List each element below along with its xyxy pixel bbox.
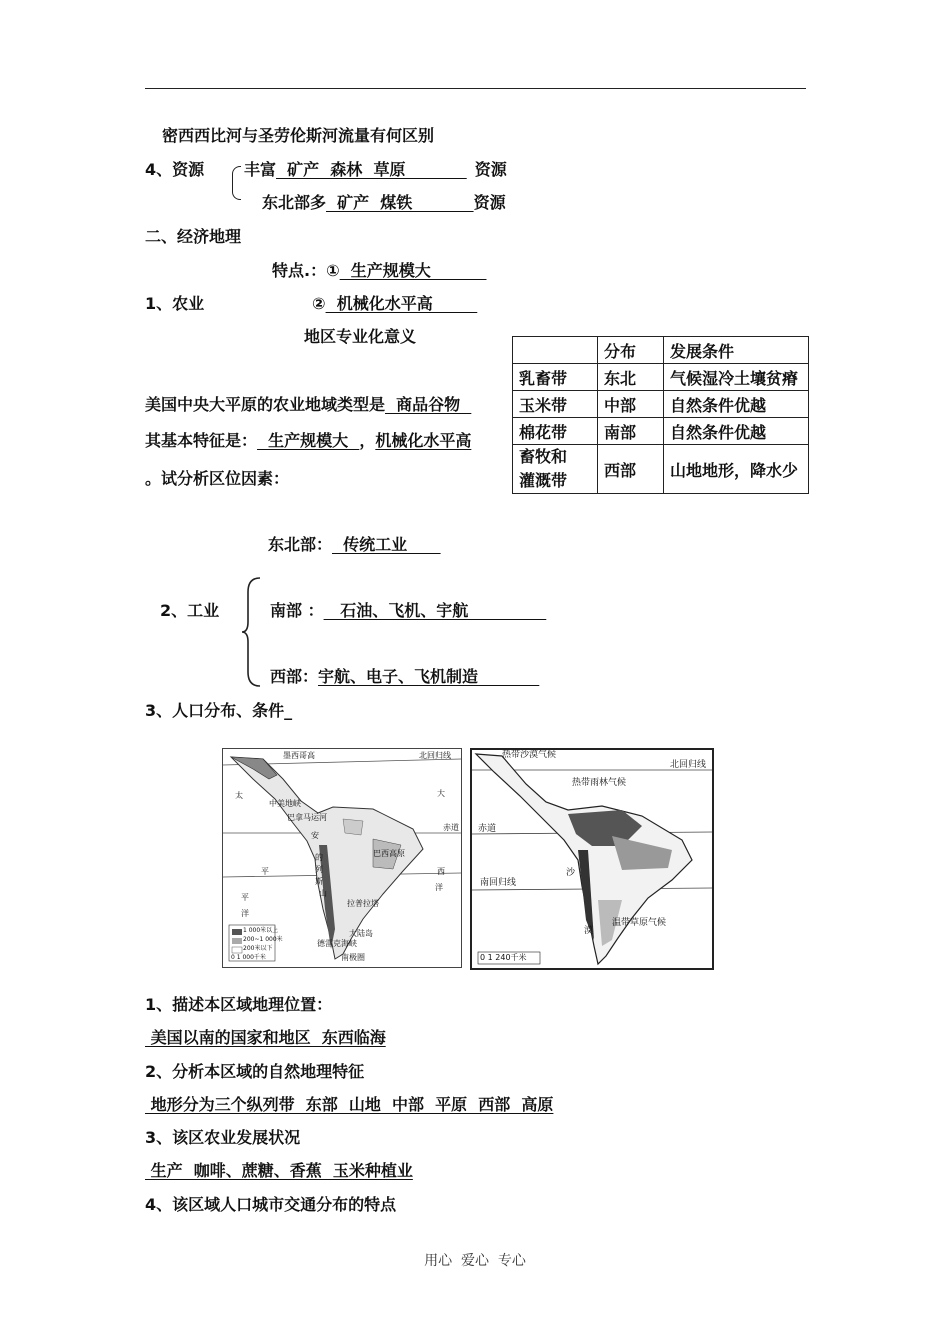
climate-label: 赤道 [478, 824, 497, 834]
question-4: 4、该区域人口城市交通分布的特点 [145, 1195, 397, 1214]
feature-2-value: 机械化水平高 [325, 294, 478, 313]
industry-ne-label: 东北部： [268, 535, 333, 554]
header-rule [145, 88, 806, 89]
legend-label: 200~1 000米 [243, 936, 283, 943]
climate-label: 北回归线 [670, 760, 707, 770]
resource-rich-prefix: 丰富 [244, 160, 277, 179]
row4-line2: 灌溉带 [519, 471, 568, 490]
answer-1: 美国以南的国家和地区 东西临海 [145, 1028, 386, 1047]
resource-ne-suffix: 资源 [473, 193, 506, 212]
map-label: 列 [315, 865, 323, 874]
map-label: 平 [261, 867, 269, 876]
feature-2-mark: ② [312, 294, 326, 313]
scale-label: 0 1 240千米 [480, 953, 527, 962]
map-label: 北回归线 [419, 751, 451, 760]
climate-label: 温带草原气候 [612, 918, 667, 928]
map-label: 大陆岛 [349, 929, 373, 938]
map-label: 平 [241, 893, 249, 902]
plain-question-line [145, 395, 471, 415]
industry-south-label: 南部 ： [270, 601, 324, 620]
map-label: 大 [437, 789, 445, 798]
resource-rich-fill: 矿产 森林 草原 [276, 160, 467, 179]
table-cell: 自然条件优越 [664, 391, 809, 418]
table-header-row [513, 337, 809, 364]
industry-west-value: 宇航、电子、飞机制造 [318, 667, 540, 686]
question-2: 2、分析本区域的自然地理特征 [145, 1062, 365, 1081]
map-label: 洋 [241, 909, 249, 918]
plain-question: 美国中央大平原的农业地域类型是 [145, 395, 386, 414]
table-cell: 乳畜带 [513, 364, 598, 391]
map-label: 太 [235, 791, 243, 800]
map-label: 德雷克海峡 [317, 939, 357, 948]
map-label: 赤道 [443, 823, 459, 832]
climate-label: 热带沙漠气候 [502, 750, 557, 760]
feature-line-1 [272, 261, 487, 281]
table-cell: 东北 [598, 364, 664, 391]
feature-line-2 [312, 294, 477, 314]
table-cell: 玉米带 [513, 391, 598, 418]
map-label: 安 [311, 831, 319, 840]
resource-rich-suffix: 资源 [474, 160, 507, 179]
basic-answer-2: 机械化水平高 [375, 431, 472, 450]
map-label: 山 [319, 889, 327, 898]
question-3: 3、该区农业发展状况 [145, 1128, 301, 1147]
resource-ne-fill: 矿产 煤铁 [326, 193, 474, 212]
table-row [513, 364, 809, 391]
resource-brace [232, 166, 241, 200]
map-label: 南极圈 [341, 953, 365, 962]
industry-label: 2、工业 [160, 601, 220, 620]
legend-label: 1 000米以上 [243, 927, 279, 934]
industry-ne-value: 传统工业 [332, 535, 441, 554]
table-cell: 南部 [598, 418, 664, 445]
answer-3: 生产 咖啡、蔗糖、香蕉 玉米种植业 [145, 1161, 413, 1180]
table-cell: 中部 [598, 391, 664, 418]
table-cell: 气候湿冷土壤贫瘠 [664, 364, 809, 391]
table-row [513, 445, 809, 494]
row4-line1: 畜牧和 [519, 447, 568, 466]
resource-ne-prefix: 东北部多 [262, 193, 327, 212]
map-label: 巴拿马运河 [287, 813, 327, 822]
feature-1-value: 生产规模大 [339, 261, 487, 280]
legend-label: 200米以下 [243, 945, 273, 952]
page-footer: 用心 爱心 专心 [424, 1253, 526, 1269]
table-row [513, 391, 809, 418]
table-cell: 棉花带 [513, 418, 598, 445]
basic-answer-1: 生产规模大 [257, 431, 360, 450]
economy-heading: 二、经济地理 [145, 227, 242, 246]
industry-west-line [270, 667, 539, 687]
map-label: 的 [315, 853, 323, 862]
map-label: 西 [437, 867, 445, 876]
climate-label: 南回归线 [480, 878, 517, 888]
table-header-cell: 分布 [598, 337, 664, 364]
map-label: 斯 [315, 877, 323, 886]
basic-question: 其基本特征是： [145, 431, 258, 450]
industry-west-label: 西部： [270, 667, 319, 686]
industry-ne-line [268, 535, 441, 555]
table-cell [513, 445, 598, 494]
question-1: 1、描述本区域地理位置： [145, 995, 333, 1014]
resource-label: 4、资源 [145, 160, 205, 179]
industry-south-value: 石油、飞机、宇航 [323, 601, 547, 620]
map-label: 巴西高原 [373, 849, 405, 858]
map-label: 墨西哥高 [283, 751, 315, 760]
resource-rich-line [244, 160, 507, 180]
table-cell: 山地地形，降水少 [664, 445, 809, 494]
table-header-cell [513, 337, 598, 364]
climate-label: 热带雨林气候 [572, 778, 627, 788]
map-label: 洋 [435, 883, 443, 892]
plain-answer: 商品谷物 [385, 395, 472, 414]
table-cell: 自然条件优越 [664, 418, 809, 445]
location-factors: 。试分析区位因素： [145, 469, 290, 488]
table-row [513, 418, 809, 445]
legend-label: 0 1 000千米 [231, 954, 266, 961]
feature-label: 特点.：① [272, 261, 340, 280]
climate-label: 沙 [566, 868, 576, 878]
table-cell: 西部 [598, 445, 664, 494]
resource-ne-line [262, 193, 506, 213]
answer-2: 地形分为三个纵列带 东部 山地 中部 平原 西部 高原 [145, 1095, 554, 1114]
population-label: 3、人口分布、条件_ [145, 701, 293, 720]
map-label: 中美地峡 [269, 799, 301, 808]
river-question: 密西西比河与圣劳伦斯河流量有何区别 [162, 126, 435, 145]
basic-question-line [145, 431, 471, 451]
industry-south-line [270, 601, 546, 621]
latin-america-terrain-map [222, 748, 462, 968]
specialization-label: 地区专业化意义 [304, 327, 417, 346]
agri-label: 1、农业 [145, 294, 205, 313]
comma: ， [359, 431, 376, 450]
map-label: 拉普拉塔 [347, 899, 379, 908]
latin-america-climate-map [470, 748, 714, 970]
agri-belt-table [512, 336, 809, 494]
industry-brace [240, 576, 262, 688]
climate-label: 漠 [584, 926, 594, 936]
table-header-cell: 发展条件 [664, 337, 809, 364]
